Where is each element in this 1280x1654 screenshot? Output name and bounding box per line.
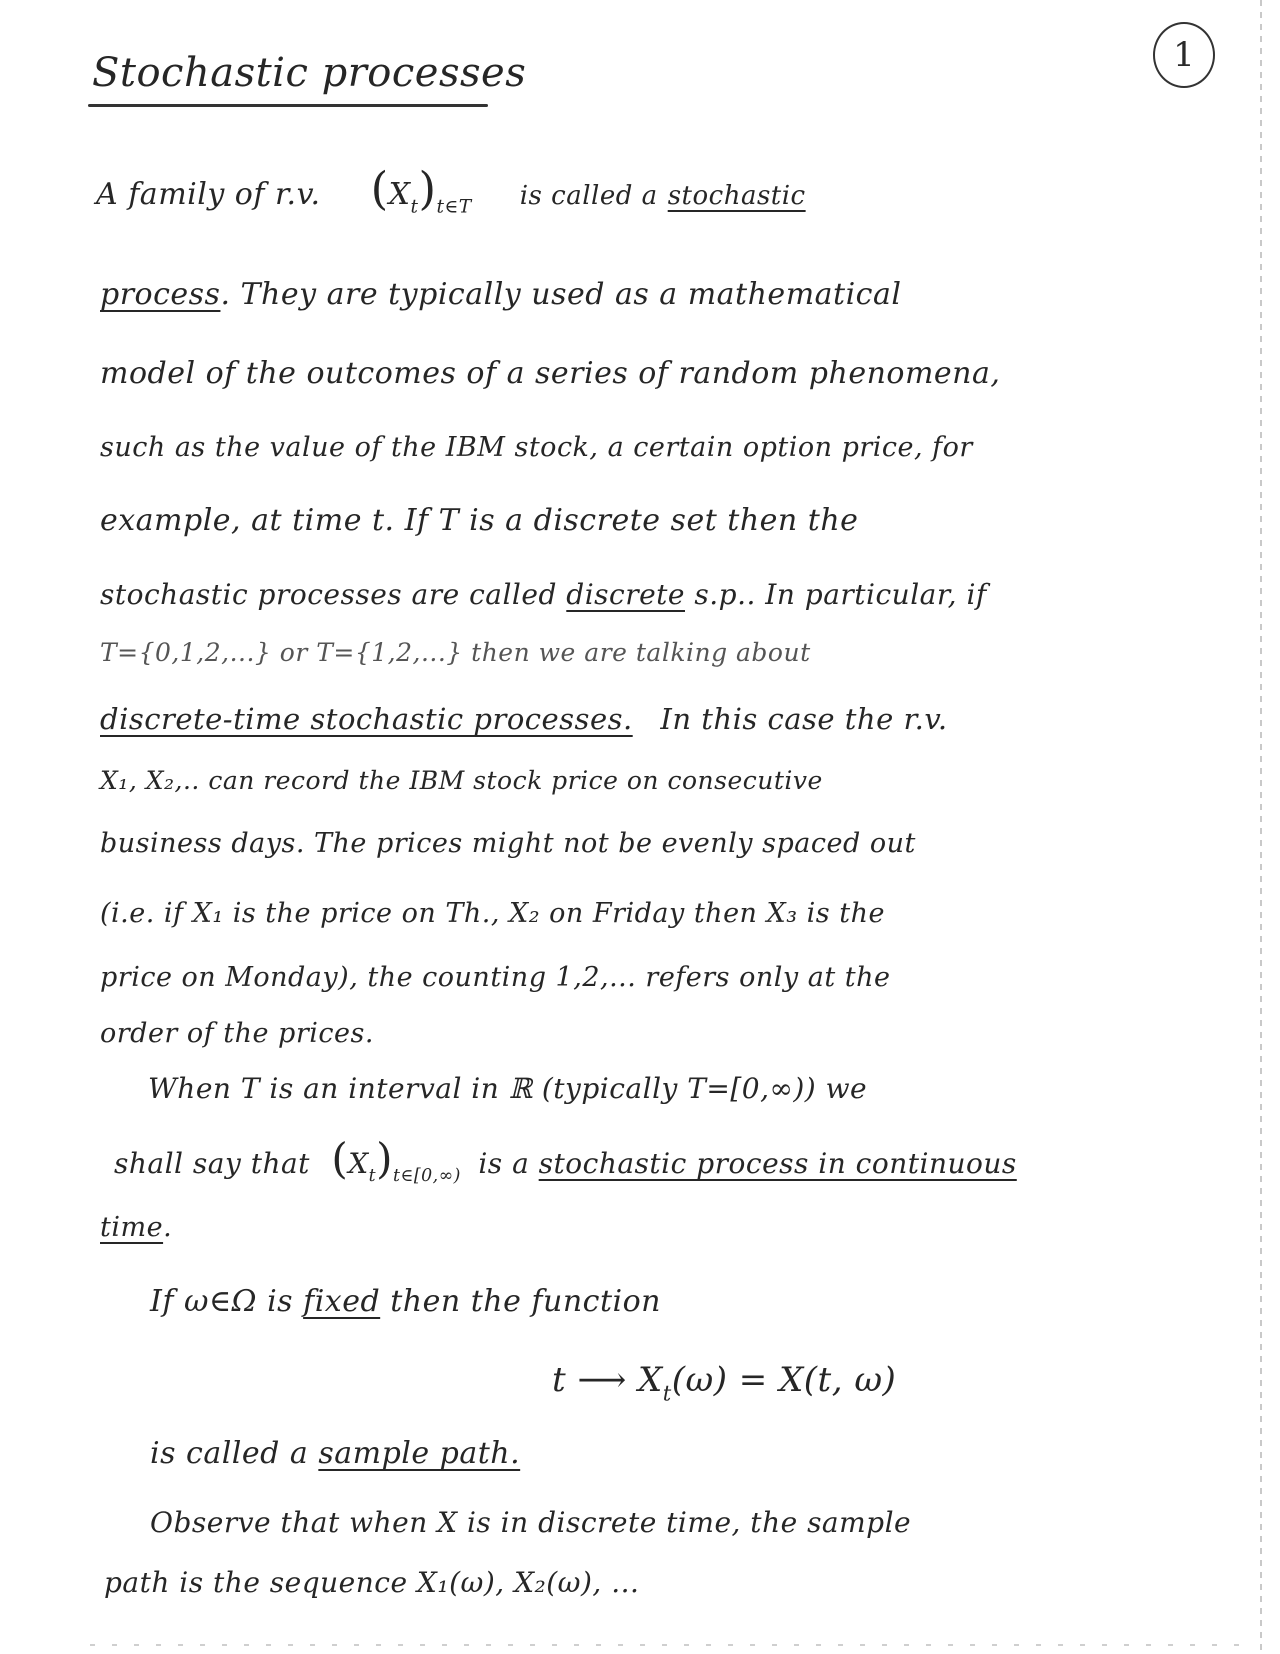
text-line-16 bbox=[100, 1212, 172, 1243]
text-line-7: T={0,1,2,...} or T={1,2,...} then we are talking about bbox=[100, 638, 811, 667]
line17-before: If ω∈Ω is bbox=[150, 1284, 294, 1319]
text-line-14: When T is an interval in ℝ (typically T=[0,∞)) we bbox=[148, 1072, 868, 1105]
text-line-9: X₁, X₂,.. can record the IBM stock price on consecutive bbox=[100, 766, 823, 795]
term-sample-path: sample path. bbox=[318, 1436, 521, 1471]
text-line-4: such as the value of the IBM stock, a certain option price, for bbox=[100, 432, 973, 463]
continuous-sub-t: t bbox=[368, 1165, 377, 1186]
text-line-3: model of the outcomes of a series of random phenomena, bbox=[100, 356, 1001, 391]
family-index-set: t∈T bbox=[436, 196, 472, 218]
line15-after: is a bbox=[478, 1147, 530, 1180]
page-number: 1 bbox=[1153, 22, 1215, 88]
formula-right: (ω) = X(t, ω) bbox=[671, 1360, 897, 1400]
text-line-13: order of the prices. bbox=[100, 1018, 374, 1049]
scan-edge-bottom bbox=[90, 1644, 1240, 1646]
term-time: time bbox=[100, 1212, 164, 1243]
text-line-12: price on Monday), the counting 1,2,... refers only at the bbox=[100, 962, 891, 993]
text-line-21: path is the sequence X₁(ω), X₂(ω), ... bbox=[104, 1566, 640, 1599]
text-line-2 bbox=[100, 277, 901, 312]
line15-before: shall say that bbox=[114, 1147, 310, 1180]
text-line-6 bbox=[100, 578, 987, 611]
continuous-notation: $(X_t)_{t\in[0,\infty)}$ bbox=[331, 1134, 461, 1186]
continuous-X: X bbox=[348, 1147, 369, 1180]
text-line-10: business days. The prices might not be evenly spaced out bbox=[100, 828, 916, 859]
term-continuous-time: stochastic process in continuous bbox=[538, 1147, 1017, 1180]
family-sub-t: t bbox=[410, 196, 419, 218]
term-stochastic: stochastic bbox=[667, 181, 806, 211]
line17-after: then the function bbox=[390, 1284, 661, 1319]
text-line-20: Observe that when X is in discrete time, the sample bbox=[150, 1506, 912, 1539]
line6-after: s.p.. In particular, if bbox=[694, 578, 987, 611]
family-X: X bbox=[388, 177, 411, 212]
term-discrete-time: discrete-time stochastic processes. bbox=[100, 702, 633, 736]
continuous-index-range: t∈[0,∞) bbox=[393, 1165, 461, 1186]
title-underline bbox=[88, 104, 488, 107]
term-process: process bbox=[100, 277, 221, 312]
line19-before: is called a bbox=[150, 1436, 309, 1471]
line8-after: In this case the r.v. bbox=[660, 702, 948, 736]
family-notation: $(X_t)_{t\in T}$ bbox=[370, 162, 472, 218]
text-line-5: example, at time t. If T is a discrete set then the bbox=[100, 503, 859, 538]
text-line-8 bbox=[100, 702, 948, 736]
line1-after: is called a bbox=[519, 181, 658, 211]
text-line-1 bbox=[96, 162, 806, 217]
text-line-15 bbox=[114, 1134, 1017, 1186]
line1-before: A family of r.v. bbox=[96, 177, 321, 212]
line16-after: . bbox=[163, 1212, 173, 1243]
formula-sub: t bbox=[662, 1380, 672, 1406]
term-fixed: fixed bbox=[303, 1284, 381, 1319]
term-discrete: discrete bbox=[566, 578, 685, 611]
text-line-19 bbox=[150, 1436, 520, 1471]
sample-path-formula bbox=[552, 1360, 896, 1405]
line2-rest: . They are typically used as a mathematical bbox=[220, 277, 902, 312]
line6-before: stochastic processes are called bbox=[100, 578, 557, 611]
text-line-11: (i.e. if X₁ is the price on Th., X₂ on Friday then X₃ is the bbox=[100, 898, 885, 929]
formula-left: t ⟶ X bbox=[552, 1360, 663, 1400]
page-title: Stochastic processes bbox=[92, 50, 527, 96]
text-line-17 bbox=[150, 1284, 661, 1319]
scan-edge-right bbox=[1260, 0, 1262, 1654]
